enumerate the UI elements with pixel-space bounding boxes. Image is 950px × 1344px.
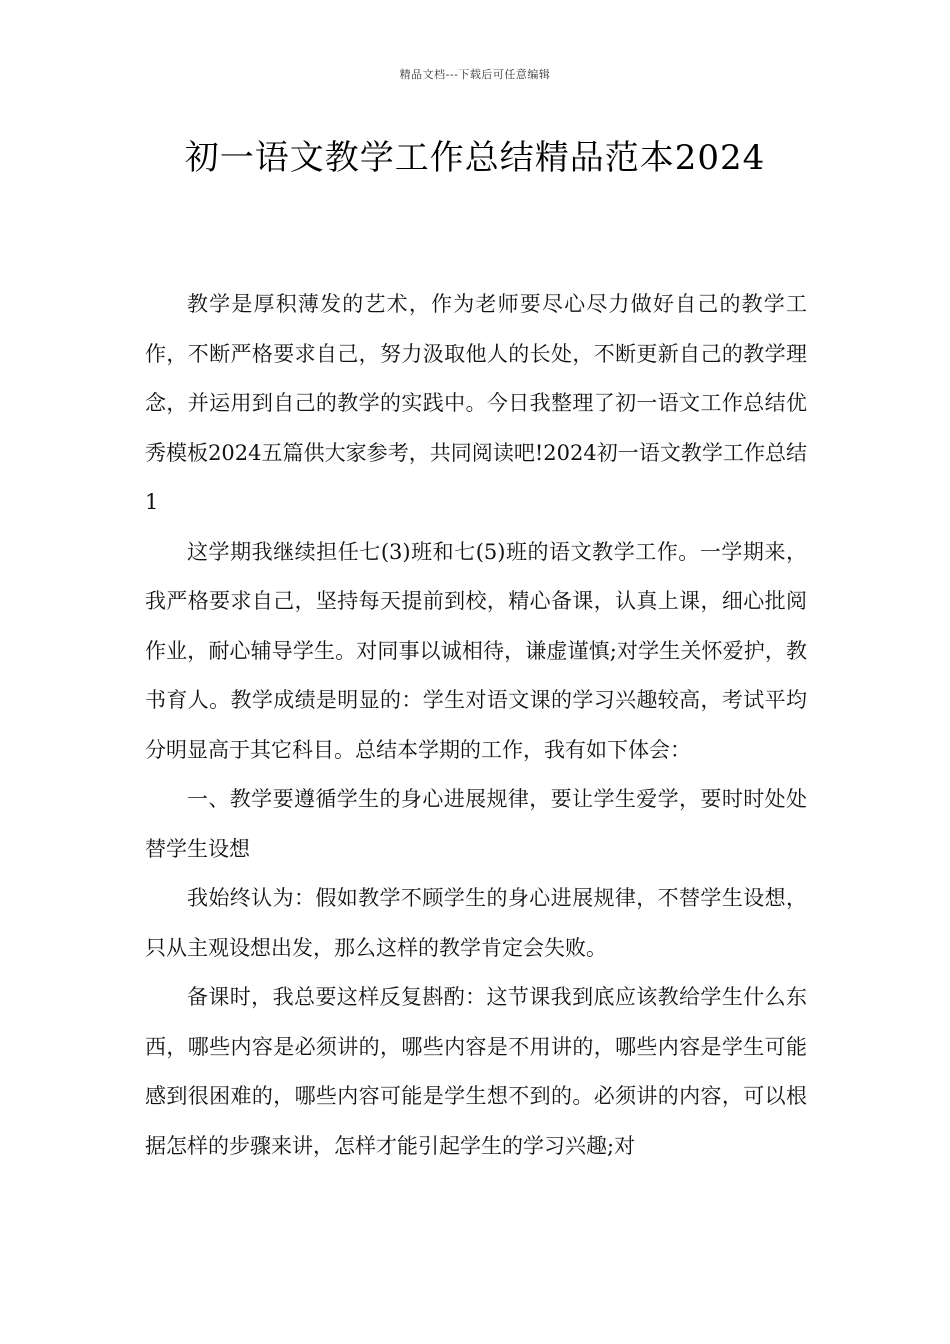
paragraph-heading-1: 一、教学要遵循学生的身心进展规律，要让学生爱学，要时时处处替学生设想 [145, 787, 807, 861]
paragraph-intro: 教学是厚积薄发的艺术，作为老师要尽心尽力做好自己的教学工作，不断严格要求自己，努力汲取他人的长处，不断更新自己的教学理念，并运用到自己的教学的实践中。今日我整理了初一语文工作总结优秀模板2024五篇供大家参考，共同阅读吧!2024初一语文教学工作总结1 [145, 292, 807, 514]
page-header: 精品文档---下载后可任意编辑 [399, 68, 551, 81]
document-title: 初一语文教学工作总结精品范本2024 [184, 138, 766, 178]
paragraph-preparation: 备课时，我总要这样反复斟酌：这节课我到底应该教给学生什么东西，哪些内容是必须讲的，哪些内容是不用讲的，哪些内容是学生可能感到很困难的，哪些内容可能是学生想不到的。必须讲的内容，可以根据怎样的步骤来讲，怎样才能引起学生的学习兴趣;对 [145, 985, 807, 1158]
paragraph-belief: 我始终认为：假如教学不顾学生的身心进展规律，不替学生设想，只从主观设想出发，那么这样的教学肯定会失败。 [145, 886, 807, 960]
document-body [145, 280, 807, 1171]
paragraph-semester: 这学期我继续担任七(3)班和七(5)班的语文教学工作。一学期来，我严格要求自己，坚持每天提前到校，精心备课，认真上课，细心批阅作业，耐心辅导学生。对同事以诚相待，谦虚谨慎;对学生关怀爱护，教书育人。教学成绩是明显的：学生对语文课的学习兴趣较高，考试平均分明显高于其它科目。总结本学期的工作，我有如下体会： [145, 539, 807, 762]
